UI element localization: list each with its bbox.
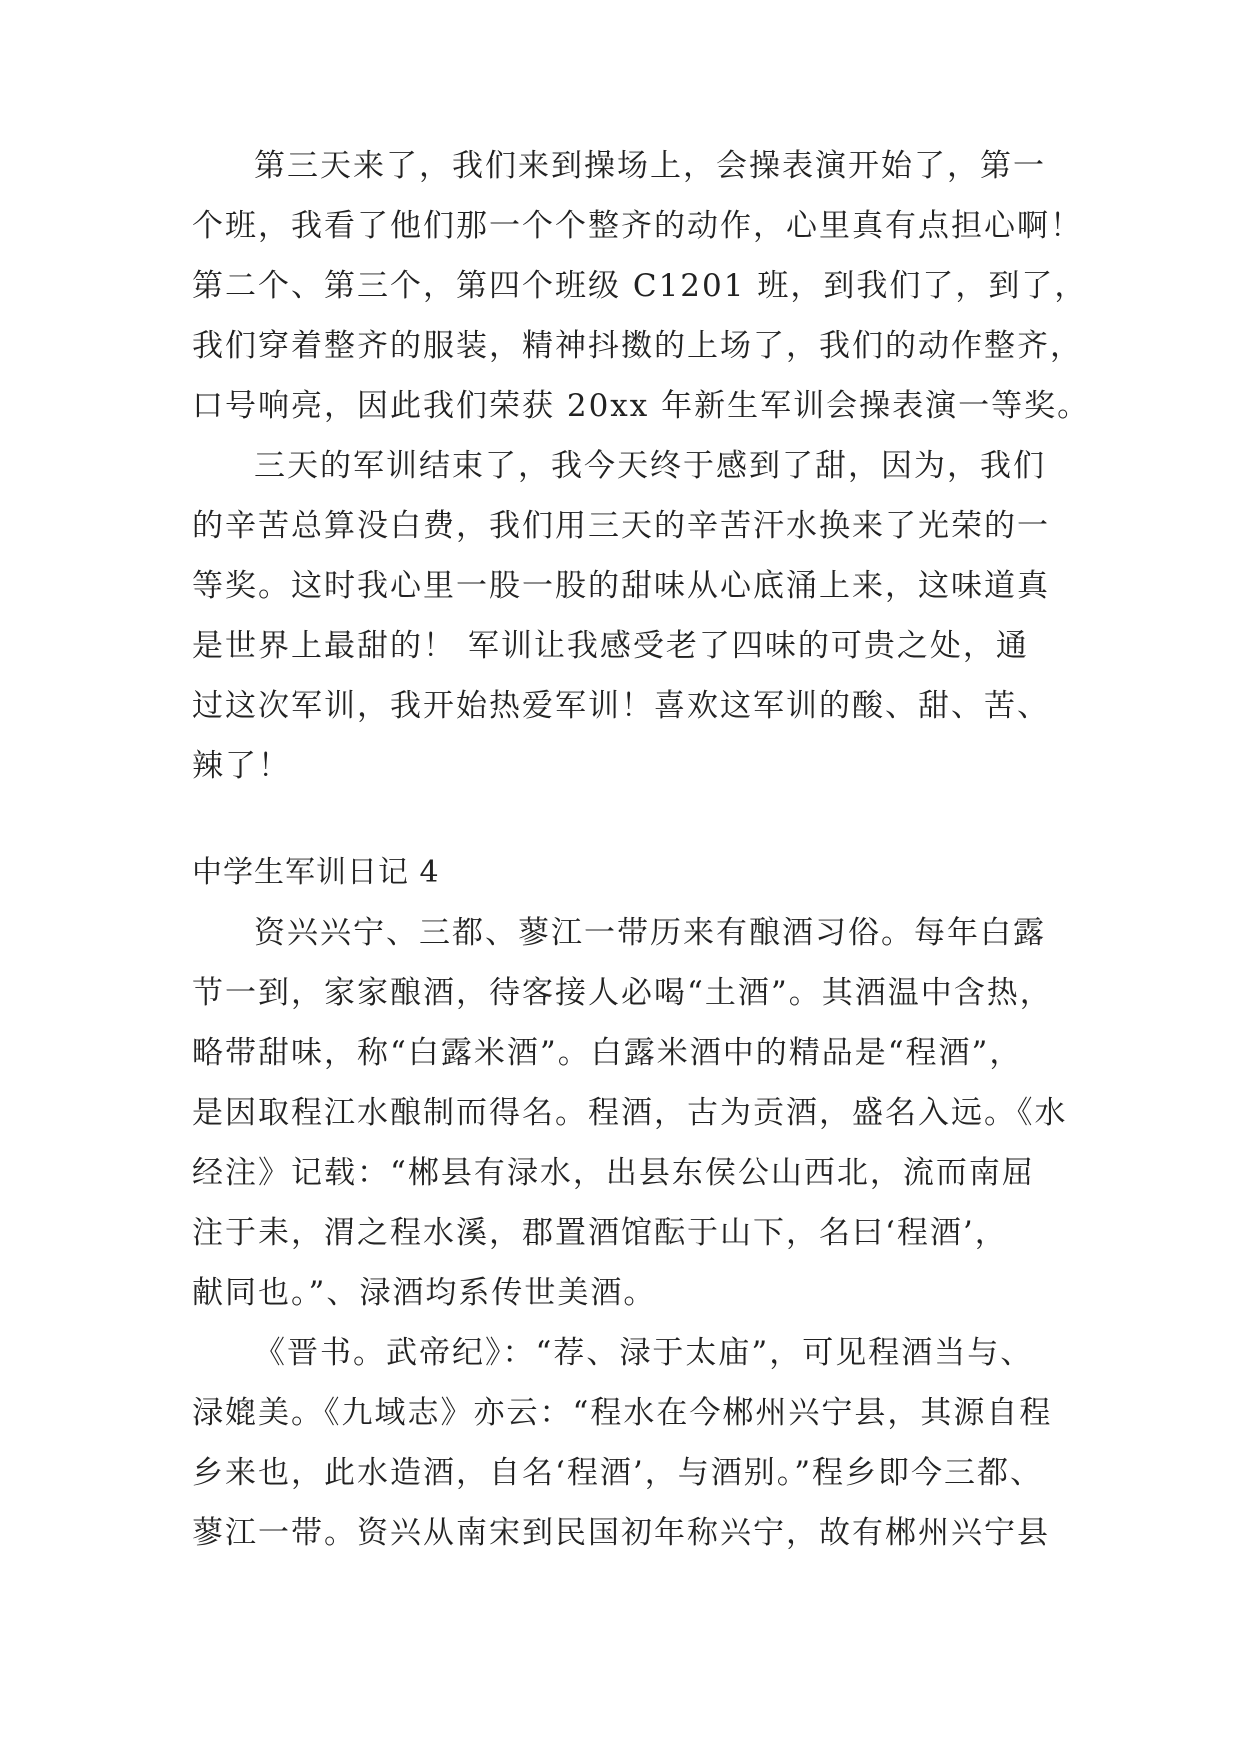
paragraph-3-line-5: 经注》记载：“郴县有渌水，出县东侯公山西北，流而南屈 xyxy=(192,1155,1035,1191)
paragraph-1-line-3: 第二个、第三个，第四个班级 C1201 班，到我们了，到了， xyxy=(192,268,1088,304)
paragraph-3-line-1: 资兴兴宁、三都、蓼江一带历来有酿酒习俗。每年白露 xyxy=(254,915,1046,951)
paragraph-1-line-4: 我们穿着整齐的服装，精神抖擞的上场了，我们的动作整齐， xyxy=(192,328,1083,364)
paragraph-1-line-5: 口号响亮，因此我们荣获 20xx 年新生军训会操表演一等奖。 xyxy=(192,388,1091,424)
paragraph-1-line-1: 第三天来了，我们来到操场上，会操表演开始了，第一 xyxy=(254,148,1046,184)
section-heading: 中学生军训日记 4 xyxy=(192,855,440,890)
paragraph-2-line-4: 是世界上最甜的！ 军训让我感受老了四味的可贵之处，通 xyxy=(192,628,1029,664)
paragraph-2-line-2: 的辛苦总算没白费，我们用三天的辛苦汗水换来了光荣的一 xyxy=(192,508,1050,544)
paragraph-3-line-7: 献同也。”、渌酒均系传世美酒。 xyxy=(192,1275,657,1311)
paragraph-2-line-1: 三天的军训结束了，我今天终于感到了甜，因为，我们 xyxy=(254,448,1046,484)
paragraph-4-line-4: 蓼江一带。资兴从南宋到民国初年称兴宁，故有郴州兴宁县 xyxy=(192,1515,1050,1551)
paragraph-4-line-2: 渌媲美。《九域志》亦云：“程水在今郴州兴宁县，其源自程 xyxy=(192,1395,1053,1431)
paragraph-4-line-1: 《晋书。武帝纪》：“荐、渌于太庙”，可见程酒当与、 xyxy=(254,1335,1034,1371)
paragraph-3-line-4: 是因取程江水酿制而得名。程酒，古为贡酒，盛名入远。《水 xyxy=(192,1095,1068,1131)
paragraph-3-line-6: 注于耒，渭之程水溪，郡置酒馆酝于山下，名曰‘程酒’， xyxy=(192,1215,1008,1251)
paragraph-1-line-2: 个班，我看了他们那一个个整齐的动作，心里真有点担心啊！ xyxy=(192,208,1083,244)
paragraph-4-line-3: 乡来也，此水造酒，自名‘程酒’，与酒别。”程乡即今三都、 xyxy=(192,1455,1044,1491)
paragraph-2-line-5: 过这次军训，我开始热爱军训！喜欢这军训的酸、甜、苦、 xyxy=(192,688,1050,724)
paragraph-2-line-6: 辣了！ xyxy=(192,748,291,784)
paragraph-2-line-3: 等奖。这时我心里一股一股的甜味从心底涌上来，这味道真 xyxy=(192,568,1050,604)
paragraph-3-line-2: 节一到，家家酿酒，待客接人必喝“土酒”。其酒温中含热， xyxy=(192,975,1053,1011)
paragraph-3-line-3: 略带甜味，称“白露米酒”。白露米酒中的精品是“程酒”， xyxy=(192,1035,1023,1071)
